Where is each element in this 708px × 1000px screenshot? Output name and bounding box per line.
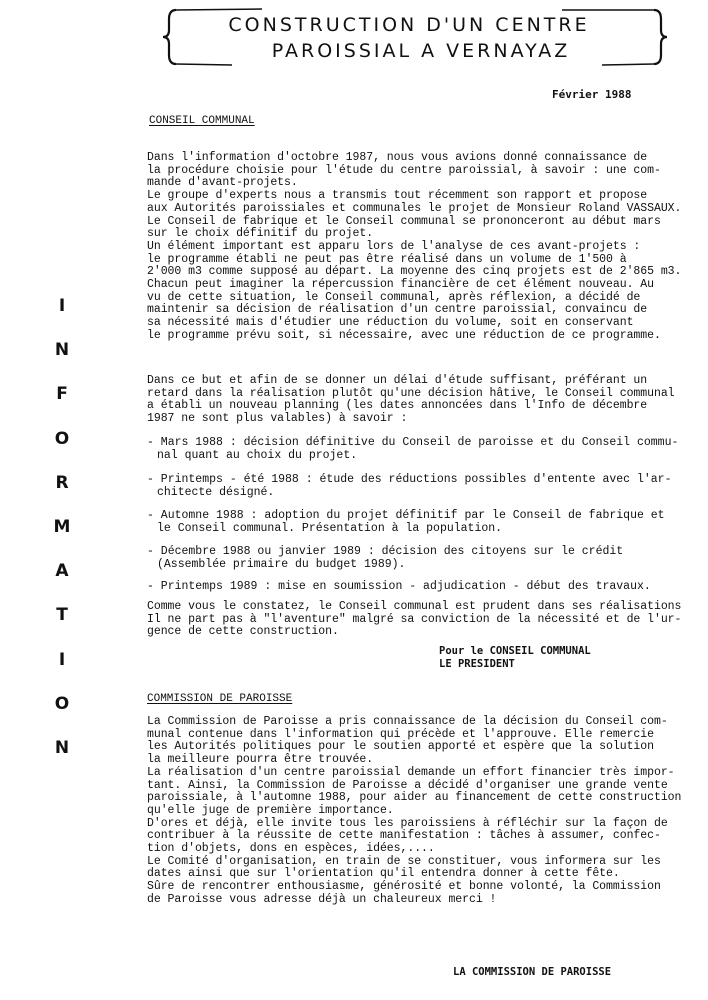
signature-line: Pour le CONSEIL COMMUNAL [439,645,591,657]
text-line: Il ne part pas à "l'aventure" malgré sa conviction de la nécessité et de l'ur- [147,612,682,626]
text-line: paroissiale, à l'automne 1988, pour aider au financement de cette construction [147,791,682,805]
text-line: les Autorités politiques pour le soutien apporté et espère que la solution [147,740,654,754]
text-line: La Commission de Paroisse a pris connaissance de la décision du Conseil com- [147,715,668,728]
text-line: qu'elle juge de première importance. [147,803,394,817]
side-banner [50,284,74,770]
text-line: chitecte désigné. [157,485,275,499]
text-line: tant. Ainsi, la Commission de Paroisse a décidé d'organiser une grande vente [147,778,668,792]
banner-letter: A [55,561,69,582]
text-line: aux Autorités paroissiales et communales le projet de Monsieur Roland VASSAUX. [147,201,682,215]
text-line: - Printemps 1989 : mise en soumission - adjudication - début des travaux. [147,580,651,593]
text-line: - Mars 1988 : décision définitive du Conseil de paroisse et du Conseil commu- [147,436,679,449]
title-line-2: PAROISSIAL A VERNAYAZ [271,40,571,62]
banner-letter: I [58,296,66,316]
text-line: - Décembre 1988 ou janvier 1989 : décision des citoyens sur le crédit [147,545,624,558]
text-line: Dans ce but et afin de se donner un délai d'étude suffisant, préférant un [147,374,648,387]
text-line: 2'000 m3 comme supposé au départ. La moyenne des cinq projets est de 2'865 m3. [147,265,682,279]
banner-letter: O [54,693,70,714]
commission-heading: COMMISSION DE PAROISSE [147,693,293,705]
text-line: D'ores et déjà, elle invite tous les paroissiens à réfléchir sur la façon de [147,816,668,830]
conseil-paragraph-3 [147,601,681,639]
schedule-item [147,546,623,571]
conseil-signature [439,645,591,671]
text-line: maintenir sa décision de réalisation d'un centre paroissial, convaincu de [147,303,648,317]
text-line: Chacun peut imaginer la répercussion financière de cet élément nouveau. Au [147,278,654,292]
text-line: gence de cette construction. [147,625,339,639]
text-line: le programme prévu soit, si nécessaire, avec une réduction de ce programme. [147,328,661,342]
text-line: (Assemblée primaire du budget 1989). [157,557,406,571]
conseil-paragraph-1 [147,152,681,343]
text-line: de Paroisse vous adresse déjà un chaleureux merci ! [147,892,497,906]
banner-letter: I [58,649,66,670]
text-line: Un élément important est apparu lors de l'analyse de ces avant-projets : [147,239,641,253]
schedule-item [147,510,665,535]
banner-letter: N [54,738,70,759]
banner-letter: T [56,605,68,626]
text-line: Le Comité d'organisation, en train de se constituer, vous informera sur les [147,854,661,868]
text-line: la procédure choisie pour l'étude du centre paroissial, à savoir : une com- [147,163,661,177]
text-line: - Printemps - été 1988 : étude des réductions possibles d'entente avec l'ar- [147,473,672,486]
text-line: Dans l'information d'octobre 1987, nous vous avions donné connaissance de [147,151,648,164]
title-line-1: CONSTRUCTION D'UN CENTRE [228,14,590,36]
title-box [162,6,668,68]
text-line: dates ainsi que sur l'orientation qu'il entendra donner à cette fête. [147,867,620,881]
text-line: sur le choix définitif du projet. [147,227,374,241]
commission-paragraph [147,716,681,907]
text-line: mande d'avant-projets. [147,176,298,190]
banner-letter: O [54,428,70,449]
schedule-item [147,581,651,594]
text-line: - Automne 1988 : adoption du projet définitif par le Conseil de fabrique et [147,509,665,522]
text-line: Le Conseil de fabrique et le Conseil communal se prononceront au début mars [147,214,661,228]
text-line: 1987 ne sont plus valables) à savoir : [147,412,408,426]
schedule-item [147,474,672,499]
text-line: La réalisation d'un centre paroissial demande un effort financier très impor- [147,765,675,779]
text-line: nal quant au choix du projet. [157,448,358,462]
banner-letter: N [54,340,70,361]
text-line: le Conseil communal. Présentation à la population. [157,521,503,535]
signature-line: LE PRESIDENT [439,658,515,670]
commission-signature: LA COMMISSION DE PAROISSE [453,966,612,978]
text-line: la meilleure pourra être trouvée. [147,753,374,767]
conseil-heading: CONSEIL COMMUNAL [149,115,255,127]
banner-letter: M [53,517,71,538]
text-line: vu de cette situation, le Conseil communal, après réflexion, a décidé de [147,290,641,304]
document-date: Février 1988 [552,88,632,101]
text-line: sa nécessité mais d'étudier une réduction du volume, soit en conservant [147,316,634,330]
banner-letter: R [55,472,69,493]
conseil-paragraph-2 [147,375,675,426]
text-line: a établi un nouveau planning (les dates annoncées dans l'Info de décembre [147,399,648,413]
text-line: tion d'objets, dons en espèces, idées,.... [147,842,435,856]
text-line: munal contenue dans l'information qui précède et l'approuve. Elle remercie [147,727,654,741]
banner-letter: F [56,384,68,405]
text-line: Comme vous le constatez, le Conseil communal est prudent dans ses réalisations [147,600,682,613]
text-line: Le groupe d'experts nous a transmis tout récemment son rapport et propose [147,189,648,203]
text-line: Sûre de rencontrer enthousiasme, générosité et bonne volonté, la Commission [147,880,661,894]
schedule-item [147,437,678,462]
text-line: retard dans la réalisation plutôt qu'une décision hâtive, le Conseil communal [147,386,675,400]
text-line: le programme établi ne peut pas être réalisé dans un volume de 1'500 à [147,252,627,266]
text-line: contribuer à la réussite de cette manifestation : tâches à assumer, confec- [147,829,661,843]
